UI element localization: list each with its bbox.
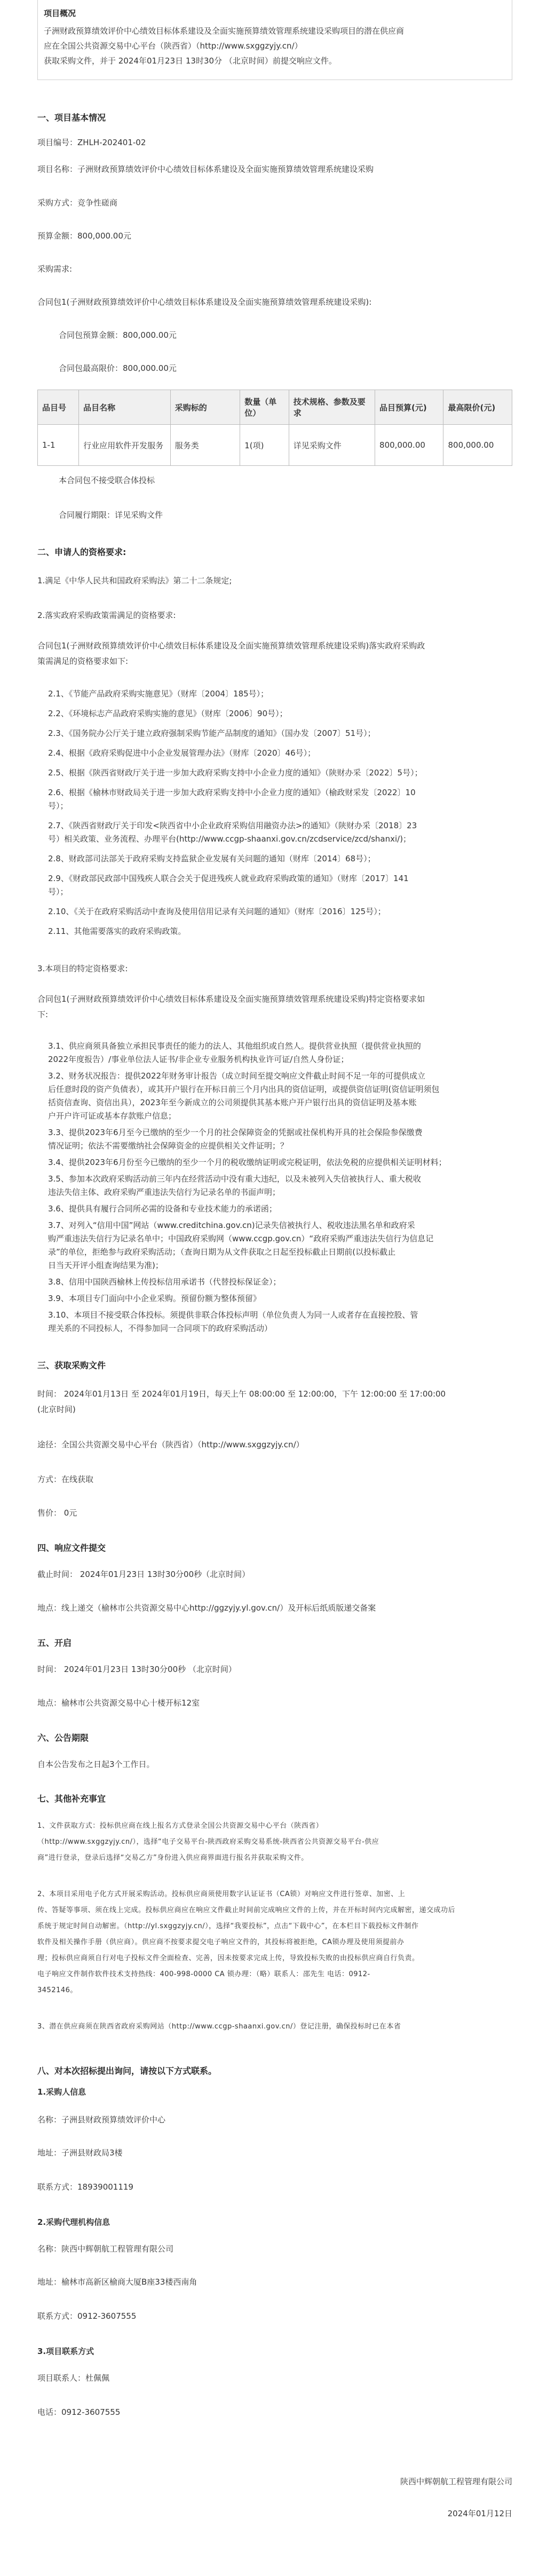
policy-item: 号）；	[48, 801, 68, 811]
table-header: 品目号	[38, 390, 79, 425]
agent-name: 名称：陕西中辉朝航工程管理有限公司	[37, 2244, 174, 2254]
project-number: 项目编号：ZHLH-202401-02	[37, 138, 146, 147]
summary-line: 应在全国公共资源交易中心平台（陕西省）（http://www.sxggzyjy.cn/）	[44, 41, 303, 51]
requirement-item: 1.满足《中华人民共和国政府采购法》第二十二条规定;	[37, 576, 232, 585]
policy-item: 2.4、根据《政府采购促进中小企业发展管理办法》（财库〔2020〕46号）；	[48, 748, 316, 758]
table-cell: 行业应用软件开发服务	[79, 425, 171, 466]
agent-phone: 联系方式：0912-3607555	[37, 2311, 137, 2321]
table-cell: 服务类	[170, 425, 240, 466]
supplementary-line: （http://www.sxggzyjy.cn/），选择“电子交易平台-陕西政府采购交易系统-陕西省公共资源交易平台-供应	[37, 1838, 379, 1846]
table-cell: 800,000.00	[375, 425, 443, 466]
table-header: 采购标的	[170, 390, 240, 425]
specific-item: 购严重违法失信行为记录名单中；中国政府采购网（www.ccgp.gov.cn）“政府采购严重违法失信行为信息记	[48, 1234, 434, 1243]
table-header: 最高限价(元)	[443, 390, 512, 425]
policy-item: 号）；	[48, 887, 68, 897]
policy-item: 2.9、《财政部民政部中国残疾人联合会关于促进残疾人就业政府采购政策的通知》（财库〔2017〕141	[48, 874, 409, 883]
supplementary-line: 电子响应文件制作软件技术支持热线：400-998-0000 CA 锁办理：（略）联系人：邵先生 电话：0912-	[37, 1970, 370, 1978]
requirement-intro: 合同包1(子洲财政预算绩效评价中心绩效目标体系建设及全面实施预算绩效管理系统建设采购)落实政府采购政	[37, 641, 425, 651]
requirement-label: 采购需求:	[37, 264, 73, 274]
contract-package: 合同包1(子洲财政预算绩效评价中心绩效目标体系建设及全面实施预算绩效管理系统建设采购):	[37, 297, 372, 307]
supplementary-line: 传、答疑等事项、须在线上完成。投标供应商应在响应文件截止时间前完成响应文件的上传，并在开标时间内完成解密，递交成功后	[37, 1906, 456, 1914]
footer-date: 2024年01月12日	[447, 2509, 512, 2518]
section-heading: 三、获取采购文件	[37, 1360, 106, 1370]
specific-item: 3.6、提供具有履行合同所必需的设备和专业技术能力的承诺函；	[48, 1204, 277, 1214]
contract-period: 合同履行期限：详见采购文件	[59, 510, 163, 520]
table-cell: 1-1	[38, 425, 79, 466]
table-cell: 800,000.00	[443, 425, 512, 466]
project-name: 项目名称：子洲财政预算绩效评价中心绩效目标体系建设及全面实施预算绩效管理系统建设采购	[37, 164, 374, 174]
policy-item: 2.10、《关于在政府采购活动中查询及使用信用记录有关问题的通知》（财库〔2016〕125号）；	[48, 907, 386, 916]
specific-item: 3.9、本项目专门面向中小企业采购。预留份额为整体预留》	[48, 1294, 261, 1303]
specific-item: 3.10、本项目不接受联合体投标。须提供非联合体投标声明（单位负责人为同一人或者存在直接控股、管	[48, 1310, 418, 1320]
footer-company: 陕西中辉朝航工程管理有限公司	[400, 2477, 512, 2486]
section-heading: 一、项目基本情况	[37, 113, 106, 123]
section-heading: 六、公告期限	[37, 1733, 89, 1743]
obtain-time: 时间： 2024年01月13日 至 2024年01月19日，每天上午 08:00:00 至 12:00:00，下午 12:00:00 至 17:00:00	[37, 1389, 446, 1399]
contact-person: 项目联系人：杜佩佩	[37, 2373, 110, 2383]
opening-time: 时间： 2024年01月23日 13时30分00秒 （北京时间）	[37, 1665, 236, 1674]
document-price: 售价： 0元	[37, 1508, 77, 1518]
section-heading: 五、开启	[37, 1638, 72, 1648]
consortium-note: 本合同包不接受联合体投标	[59, 475, 155, 485]
obtain-channel: 途径：全国公共资源交易中心平台（陕西省）（http://www.sxggzyjy.cn/）	[37, 1440, 304, 1449]
item-table	[37, 390, 512, 466]
contact-phone: 电话：0912-3607555	[37, 2407, 121, 2417]
specific-item: 3.8、信用中国陕西榆林上传投标信用承诺书（代替投标保证金）；	[48, 1277, 281, 1287]
policy-item: 2.5、根据《陕西省财政厅关于进一步加大政府采购支持中小企业力度的通知》（陕财办采〔2022〕5号）；	[48, 768, 423, 778]
submission-deadline: 截止时间： 2024年01月23日 13时30分00秒（北京时间）	[37, 1570, 250, 1579]
buyer-name: 名称：子洲县财政预算绩效评价中心	[37, 2115, 166, 2125]
specific-item: 3.3、提供2023年6月至今已缴纳的至少一个月的社会保障资金的凭据或社保机构开具的社会保险参保缴费	[48, 1128, 423, 1137]
supplementary-line: 2、本项目采用电子化方式开展采购活动。投标供应商须使用数字认证证书（CA锁）对响应文件进行签章、加密、上	[37, 1890, 406, 1898]
section-heading: 四、响应文件提交	[37, 1543, 106, 1553]
requirement-intro: 策需满足的资格要求如下:	[37, 656, 129, 666]
specific-item: 3.5、参加本次政府采购活动前三年内在经营活动中没有重大违纪，以及未被列入失信被执行人、重大税收	[48, 1174, 421, 1184]
policy-item: 2.6、根据《榆林市财政局关于进一步加大政府采购支持中小企业力度的通知》（榆政财采发〔2022〕10	[48, 788, 416, 797]
supplementary-line: 3、潜在供应商须在陕西省政府采购网站（http://www.ccgp-shaanxi.gov.cn/）登记注册，确保投标时已在本省	[37, 2023, 401, 2031]
supplementary-line: 3452146。	[37, 1986, 77, 1994]
policy-item: 2.11、其他需要落实的政府采购政策。	[48, 926, 186, 936]
specific-item: 3.7、对列入“信用中国”网站（www.creditchina.gov.cn)记录失信被执行人、税收违法黑名单和政府采	[48, 1220, 415, 1230]
table-header: 数量（单位）	[240, 390, 289, 425]
requirement-intro: 合同包1(子洲财政预算绩效评价中心绩效目标体系建设及全面实施预算绩效管理系统建设采购)特定资格要求如	[37, 994, 425, 1004]
policy-item: 2.2、《环境标志产品政府采购实施的意见》（财库〔2006〕90号）；	[48, 709, 288, 718]
buyer-heading: 1.采购人信息	[37, 2087, 86, 2097]
agent-address: 地址：榆林市高新区榆商大厦B座33楼西南角	[37, 2277, 197, 2287]
specific-item: 违法失信主体、政府采购严重违法失信行为记录名单的书面声明；	[48, 1187, 281, 1197]
obtain-time-zone: (北京时间)	[37, 1405, 76, 1414]
section-heading: 八、对本次招标提出询问，请按以下方式联系。	[37, 2066, 217, 2076]
specific-item: 日当天开评小组查询结果为准)；	[48, 1261, 163, 1270]
policy-item: 2.7、《陕西省财政厅关于印发<陕西省中小企业政府采购信用融资办法>的通知》（陕财办采〔2018〕23	[48, 821, 417, 830]
summary-heading: 项目概况	[44, 9, 76, 18]
supplementary-line: 商”进行登录，登录后选择“交易乙方”身份进入供应商界面进行报名并获取采购文件。	[37, 1854, 308, 1862]
notice-period: 自本公告发布之日起3个工作日。	[37, 1759, 155, 1769]
policy-item: 2.3、《国务院办公厅关于建立政府强制采购节能产品制度的通知》（国办发〔2007〕51号）；	[48, 728, 376, 738]
specific-item: 后任意时段的资产负债表），或其开户银行在开标日前三个月内出具的资信证明，或提供资信证明(资信证明须包	[48, 1084, 440, 1094]
project-summary-box	[37, 0, 512, 80]
policy-item: 号）相关政策、业务流程、办理平台(http://www.ccgp-shaanxi.gov.cn/zcdservice/zcd/shanxi/)；	[48, 834, 411, 844]
requirement-item: 3.本项目的特定资格要求:	[37, 964, 128, 973]
supplementary-line: 1、文件获取方式：投标供应商在线上报名方式登录全国公共资源交易中心平台（陕西省）	[37, 1822, 323, 1830]
contact-heading: 3.项目联系方式	[37, 2347, 94, 2356]
buyer-phone: 联系方式：18939001119	[37, 2182, 133, 2192]
supplementary-line: 系统于规定时间自动解密。（http://yl.sxggzyjy.cn/），选择“我要投标”，点击“下载中心”，在本栏目下载投标文件制作	[37, 1922, 419, 1930]
specific-item: 3.2、财务状况报告：提供2022年财务审计报告（成立时间至提交响应文件截止时间不足一年的可提供成立	[48, 1071, 426, 1081]
supplementary-line: 理；投标供应商须自行对电子投标文件全面检查、完善，因未按要求完成上传，导致投标失败的由投标供应商自行负责。	[37, 1954, 419, 1962]
agent-heading: 2.采购代理机构信息	[37, 2217, 110, 2227]
specific-item: 理关系的不同投标人，不得参加同一合同项下的政府采购活动）	[48, 1323, 273, 1333]
table-header: 品目预算(元)	[375, 390, 443, 425]
specific-item: 括资信查询、资信出具），2023年至今新成立的公司须提供其基本账户开户银行出具的资信证明及基本账	[48, 1098, 417, 1107]
procurement-method: 采购方式：竞争性磋商	[37, 198, 118, 208]
section-heading: 二、申请人的资格要求:	[37, 547, 126, 557]
budget-amount: 预算金额：800,000.00元	[37, 231, 131, 241]
supplementary-line: 软件及相关操作手册（供应商）。供应商不按要求提交电子响应文件的，其投标将被拒绝，CA锁办理及使用须提前办	[37, 1938, 405, 1946]
specific-item: 2022年度报告）/事业单位法人证书/非企业专业服务机构执业许可证/自然人身份证；	[48, 1055, 349, 1064]
section-heading: 七、其他补充事宜	[37, 1794, 106, 1804]
policy-item: 2.8、财政部司法部关于政府采购支持监狱企业发展有关问题的通知（财库〔2014〕68号）；	[48, 854, 376, 863]
contract-max-price: 合同包最高限价：800,000.00元	[59, 363, 177, 373]
specific-item: 户开户许可证或基本存款账户信息；	[48, 1111, 177, 1121]
requirement-intro: 下:	[37, 1010, 49, 1019]
policy-item: 2.1、《节能产品政府采购实施意见》（财库〔2004〕185号）；	[48, 689, 269, 699]
table-row	[38, 425, 512, 466]
opening-place: 地点：榆林市公共资源交易中心十楼开标12室	[37, 1698, 200, 1708]
table-cell: 1(项)	[240, 425, 289, 466]
buyer-address: 地址：子洲县财政局3楼	[37, 2148, 123, 2158]
requirement-item: 2.落实政府采购政策需满足的资格要求:	[37, 611, 176, 620]
table-cell: 详见采购文件	[289, 425, 375, 466]
submission-place: 地点：线上递交（榆林市公共资源交易中心http://ggzyjy.yl.gov.cn/）及开标后纸质版递交备案	[37, 1603, 376, 1613]
table-header: 品目名称	[79, 390, 171, 425]
summary-line: 子洲财政预算绩效评价中心绩效目标体系建设及全面实施预算绩效管理系统建设采购项目的潜在供应商	[44, 26, 405, 36]
specific-item: 情况证明；依法不需要缴纳社会保障资金的应提供相关文件证明；？	[48, 1141, 289, 1151]
obtain-method: 方式：在线获取	[37, 1475, 94, 1484]
specific-item: 录”的单位，拒绝参与政府采购活动；（查询日期为从文件获取之日起至投标截止日期前(以投标截止	[48, 1247, 396, 1257]
table-header: 技术规格、参数及要求	[289, 390, 375, 425]
contract-budget: 合同包预算金额：800,000.00元	[59, 330, 177, 340]
specific-item: 3.1、供应商须具备独立承担民事责任的能力的法人、其他组织或自然人。提供营业执照（提供营业执照的	[48, 1041, 421, 1051]
table-header-row	[38, 390, 512, 425]
summary-line: 获取采购文件，并于 2024年01月23日 13时30分 （北京时间）前提交响应文件。	[44, 56, 337, 66]
specific-item: 3.4、提供2023年6月份至今已缴纳的至少一个月的税收缴纳证明或完税证明，依法免税的应提供相关证明材料；	[48, 1158, 447, 1167]
